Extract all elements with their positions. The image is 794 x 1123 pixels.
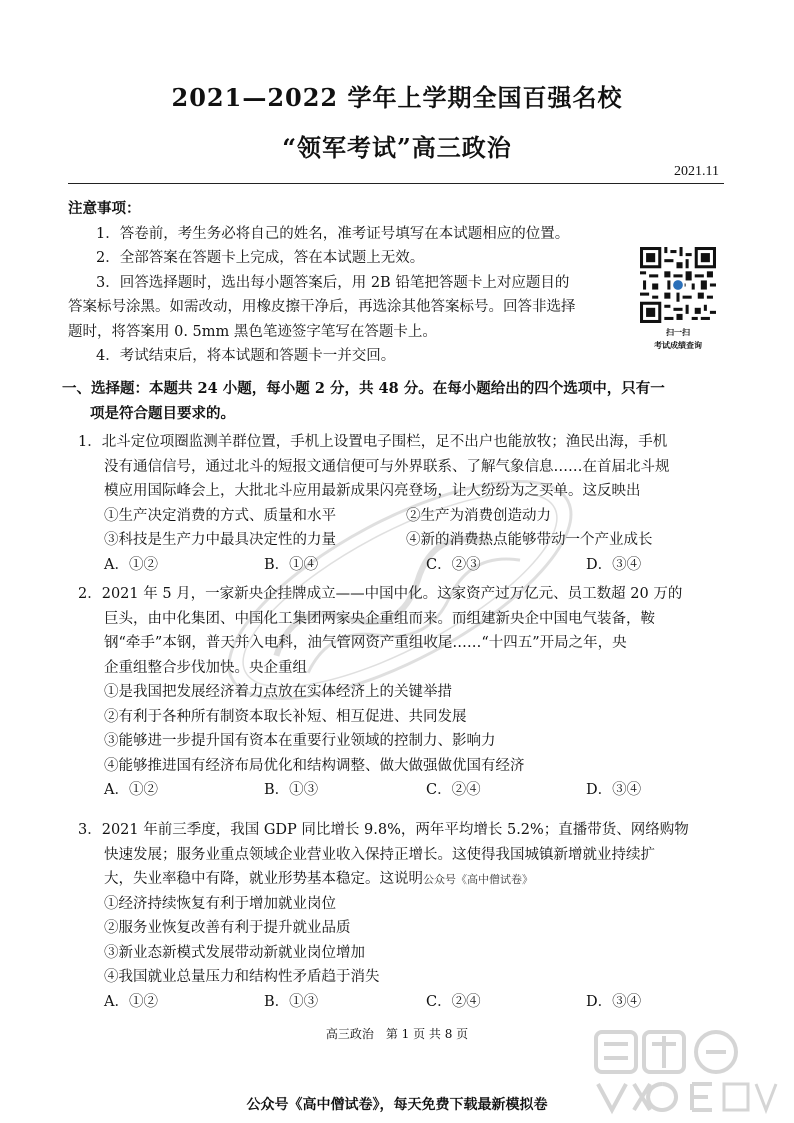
note-item: 4．考试结束后，将本试题和答题卡一并交回。 — [96, 348, 396, 364]
statement: ③新业态新模式发展带动新就业岗位增加 — [104, 944, 365, 961]
statement-row — [78, 504, 738, 529]
bottom-banner: 公众号《高中僧试卷》，每天免费下载最新模拟卷 — [246, 1097, 548, 1113]
options-row — [78, 990, 738, 1015]
qr-caption: 扫一扫 — [666, 328, 690, 337]
statement: ③科技是生产力中最具决定性的力量 — [104, 532, 336, 548]
note-item: 3．回答选择题时，选出每小题答案后，用 2B 铅笔把答题卡上对应题目的 — [96, 274, 570, 291]
statement: ④能够推进国有经济布局优化和结构调整、做大做强做优国有经济 — [104, 757, 525, 774]
statement-row — [78, 528, 738, 553]
question-stem: 巨头，由中化集团、中国化工集团两家央企重组而来。而组建新央企中国电气装备，鞍 — [104, 610, 655, 627]
qr-code-icon[interactable] — [640, 247, 716, 323]
statement: ④我国就业总量压力和结构性矛盾趋于消失 — [104, 969, 380, 985]
question-stem: 没有通信信号，通过北斗的短报文通信便可与外界联系、了解气象信息……在首届北斗规 — [104, 458, 670, 475]
question-stem: 大，失业率稳中有降，就业形势基本稳定。这说明 — [104, 871, 423, 887]
option-d[interactable]: D．③④ — [586, 556, 642, 573]
question-stem: 1．北斗定位项圈监测羊群位置，手机上设置电子围栏，足不出户也能放牧；渔民出海，手机 — [78, 434, 668, 450]
exam-subtitle: “领军考试”高三政治 — [282, 133, 512, 162]
page-number: 高三政治 第 1 页 共 8 页 — [325, 1027, 469, 1041]
option-a[interactable]: A．①② — [104, 556, 158, 573]
option-d[interactable]: D．③④ — [586, 782, 642, 798]
question-stem-last — [78, 867, 738, 892]
note-item: 题时，将答案用 0. 5mm 黑色笔迹签字笔写在答题卡上。 — [68, 323, 437, 340]
section-heading-cont: 项是符合题目要求的。 — [90, 404, 235, 422]
option-a[interactable]: A．①② — [104, 993, 158, 1010]
note-item: 2．全部答案在答题卡上完成，答在本试题上无效。 — [96, 250, 425, 266]
option-a[interactable]: A．①② — [104, 782, 158, 798]
options-row — [78, 553, 738, 578]
exam-title: 2021—2022 学年上学期全国百强名校 — [171, 83, 623, 112]
question-stem: 3．2021 年前三季度，我国 GDP 同比增长 9.8%，两年平均增长 5.2%；直播带货、网络购物 — [78, 822, 689, 838]
option-b[interactable]: B．①③ — [264, 782, 319, 798]
question-2 — [78, 582, 738, 803]
note-item: 答案标号涂黑。如需改动，用橡皮擦干净后，再选涂其他答案标号。回答非选择 — [68, 299, 576, 315]
statement: ③能够进一步提升国有资本在重要行业领域的控制力、影响力 — [104, 733, 496, 749]
section-choice — [62, 377, 730, 426]
inline-watermark: 公众号《高中僧试卷》 — [423, 873, 533, 886]
statement: ②有利于各种所有制资本取长补短、相互促进、共同发展 — [104, 708, 467, 725]
question-stem: 钢“牵手”本钢，普天并入电科，油气管网资产重组收尾……“十四五”开局之年，央 — [104, 635, 627, 651]
statement: ①经济持续恢复有利于增加就业岗位 — [104, 895, 336, 912]
question-stem: 2．2021 年 5 月，一家新央企挂牌成立——中国中化。这家资产过万亿元、员工数超 20 万的 — [78, 586, 683, 602]
section-heading: 一、选择题：本题共 24 小题，每小题 2 分，共 48 分。在每小题给出的四个选项中，只有一 — [62, 380, 665, 397]
question-stem: 企重组整合步伐加快。央企重组 — [104, 659, 307, 676]
statement: ①是我国把发展经济着力点放在实体经济上的关键举措 — [104, 684, 452, 700]
exam-date: 2021.11 — [674, 164, 719, 179]
qr-caption-sub: 考试成绩查询 — [654, 341, 702, 350]
notes-title: 注意事项： — [68, 200, 141, 217]
statement: ②生产为消费创造动力 — [406, 507, 551, 524]
notes-section — [68, 197, 728, 369]
option-d[interactable]: D．③④ — [586, 993, 642, 1010]
header-divider — [68, 183, 724, 184]
note-item: 1．答卷前，考生务必将自己的姓名，准考证号填写在本试题相应的位置。 — [96, 225, 570, 242]
option-b[interactable]: B．①④ — [264, 556, 319, 573]
statement: ④新的消费热点能够带动一个产业成长 — [406, 532, 653, 548]
question-3 — [78, 818, 738, 1014]
options-row — [78, 778, 738, 803]
option-c[interactable]: C．②④ — [426, 993, 481, 1010]
question-stem: 快速发展；服务业重点领域企业营业收入保持正增长。这使得我国城镇新增就业持续扩 — [104, 846, 655, 863]
statement: ①生产决定消费的方式、质量和水平 — [104, 507, 336, 524]
statement: ②服务业恢复改善有利于提升就业品质 — [104, 920, 351, 936]
option-b[interactable]: B．①③ — [264, 993, 319, 1010]
option-c[interactable]: C．②③ — [426, 556, 481, 573]
option-c[interactable]: C．②④ — [426, 782, 481, 798]
question-stem: 模应用国际峰会上，大批北斗应用最新成果闪亮登场，让人纷纷为之买单。这反映出 — [104, 483, 641, 499]
question-1 — [78, 430, 738, 577]
